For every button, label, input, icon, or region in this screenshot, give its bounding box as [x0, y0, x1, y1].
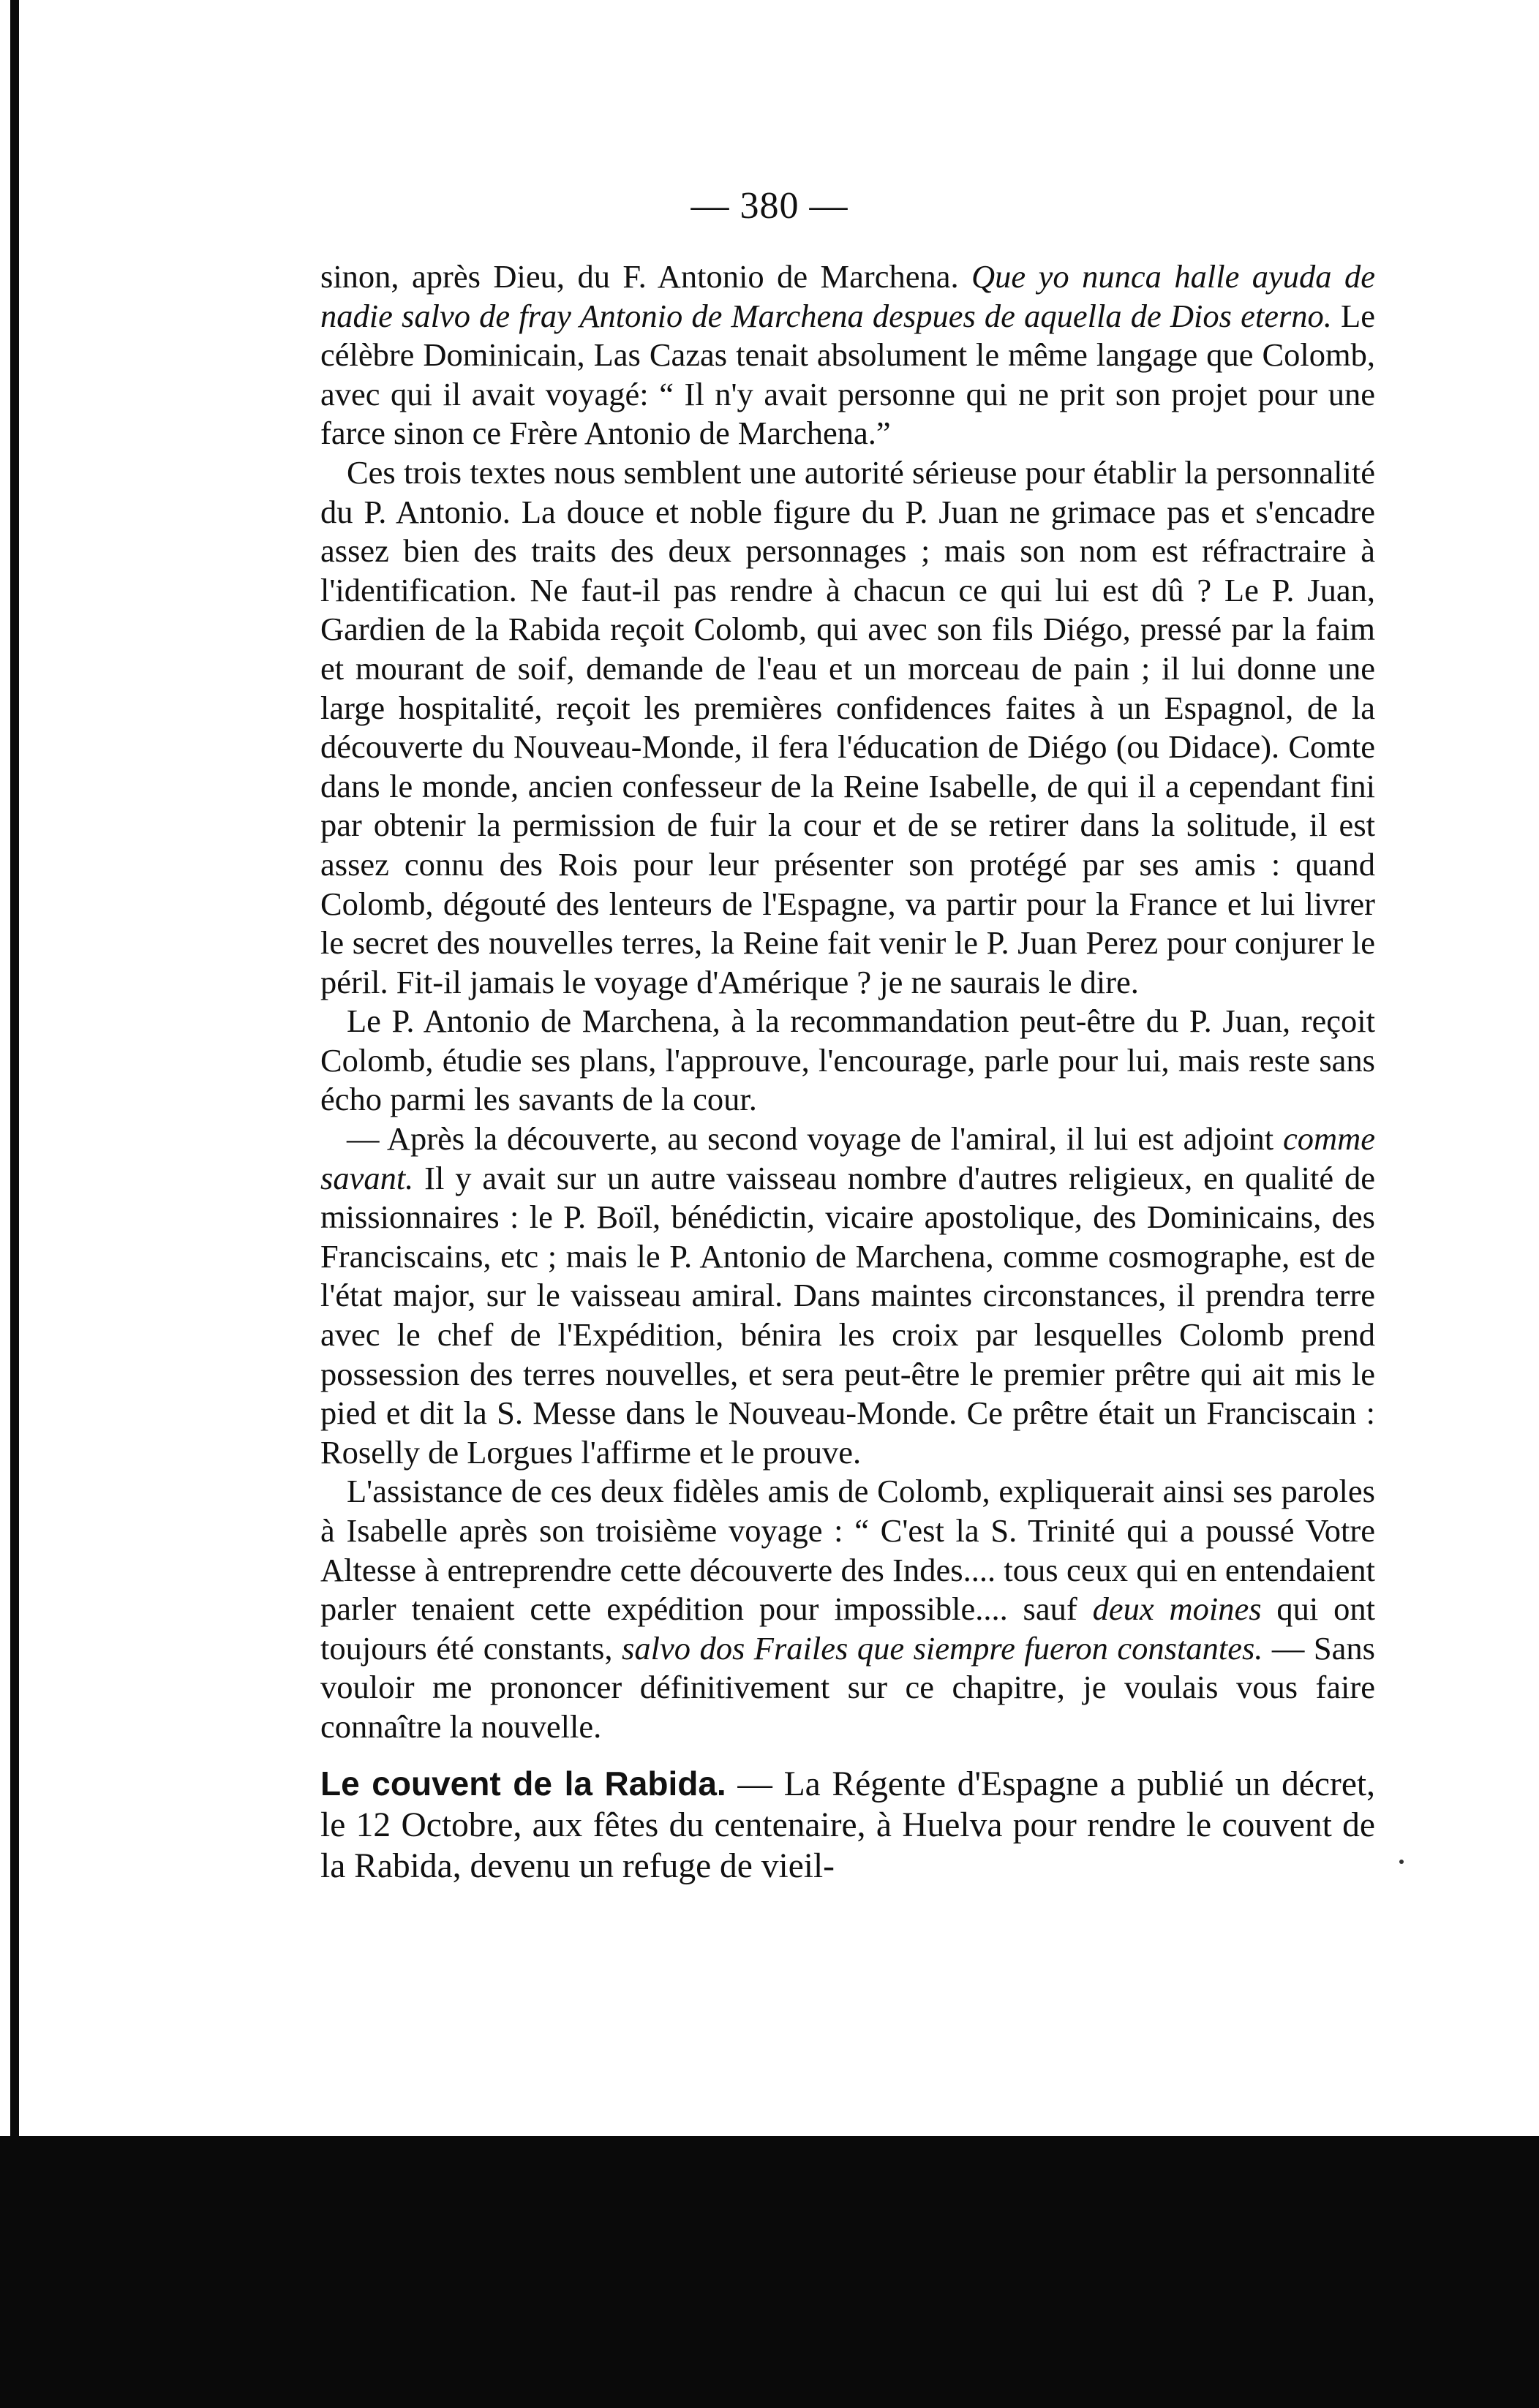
body-text: [320, 257, 1375, 1887]
page-edge-rule: [10, 0, 19, 2408]
paragraph-4-text-end: Il y avait sur un autre vaisseau nombre d'autres religieux, en qualité de missionnaires : le P. Boïl, bénédictin, vicaire apostolique, des Dominicains, des Franciscains, etc ; mais le P. Antonio de Marchena, comme cosmographe, est de l'état major, sur le vaisseau amiral. Dans maintes circonstances, il prendra terre avec le chef de l'Expédition, bénira les croix par lesquelles Colomb prend possession des terres nouvelles, et sera peut-être le premier prêtre qui ait mis le pied et dit la S. Messe dans le Nouveau-Monde. Ce prêtre était un Franciscain : Roselly de Lorgues l'affirme et le prouve.: [320, 1159, 1375, 1471]
section-title: Le couvent de la Rabida.: [320, 1764, 726, 1803]
paragraph-4-text: — Après la découverte, au second voyage de l'amiral, il lui est adjoint: [347, 1120, 1283, 1158]
paragraph-1-text-end: Le célèbre Dominicain, Las Cazas tenait absolument le même langage que Colomb, avec qui il avait voyagé: “ Il n'y avait personne qui ne prit son projet pour une farce sinon ce Frère Antonio de Marchena.”: [320, 297, 1375, 452]
paragraph-4: [320, 1120, 1375, 1472]
paragraph-1-text: sinon, après Dieu, du F. Antonio de Marchena.: [320, 258, 972, 295]
section-paragraph: [320, 1763, 1375, 1887]
paragraph-5-italic-1: deux moines: [1092, 1590, 1262, 1628]
margin-mark: [1399, 1860, 1404, 1864]
paragraph-2: Ces trois textes nous semblent une autorité sérieuse pour établir la personnalité du P. Antonio. La douce et noble figure du P. Juan ne grimace pas et s'encadre assez bien des traits des deux personnages ; mais son nom est réfractraire à l'identification. Ne faut-il pas rendre à chacun ce qui lui est dû ? Le P. Juan, Gardien de la Rabida reçoit Colomb, qui avec son fils Diégo, pressé par la faim et mourant de soif, demande de l'eau et un morceau de pain ; il lui donne une large hospitalité, reçoit les premières confidences faites à un Espagnol, de la découverte du Nouveau-Monde, il fera l'éducation de Diégo (ou Didace). Comte dans le monde, ancien confesseur de la Reine Isabelle, de qui il a cependant fini par obtenir la permission de fuir la cour et de se retirer dans la solitude, il est assez connu des Rois pour leur présenter son protégé par ses amis : quand Colomb, dégouté des lenteurs de l'Espagne, va partir pour la France et lui livrer le secret des nouvelles terres, la Reine fait venir le P. Juan Perez pour conjurer le péril. Fit-il jamais le voyage d'Amérique ? je ne saurais le dire.: [320, 453, 1375, 1000]
paragraph-1-spanish-quote: Que yo nunca halle ayuda de nadie salvo de fray Antonio de Marchena despues de aquella de Dios eterno.: [320, 258, 1375, 334]
paragraph-3: Le P. Antonio de Marchena, à la recommandation peut-être du P. Juan, reçoit Colomb, étudie ses plans, l'approuve, l'encourage, parle pour lui, mais reste sans écho parmi les savants de la cour.: [320, 1003, 1375, 1118]
paragraph-1: [320, 257, 1375, 453]
paragraph-5-text-end: — Sans vouloir me prononcer définitivement sur ce chapitre, je voulais vous faire connaître la nouvelle.: [320, 1629, 1375, 1745]
paragraph-5: [320, 1472, 1375, 1746]
paragraph-5-text-middle: qui ont toujours été constants,: [320, 1590, 1376, 1667]
paragraph-5-italic-2: salvo dos Frailes que siempre fueron constantes.: [622, 1629, 1263, 1667]
paragraph-4-italic: comme savant.: [320, 1120, 1375, 1196]
scan-bottom-band: [0, 2136, 1539, 2408]
page-number: — 380 —: [691, 185, 848, 227]
paragraph-5-text: L'assistance de ces deux fidèles amis de Colomb, expliquerait ainsi ses paroles à Isabelle après son troisième voyage : “ C'est la S. Trinité qui a poussé Votre Altesse à entreprendre cette découverte des Indes.... tous ceux qui en entendaient parler tenaient cette expédition pour impossible.... sauf: [320, 1473, 1375, 1628]
section-text: — La Régente d'Espagne a publié un décret, le 12 Octobre, aux fêtes du centenaire, à Huelva pour rendre le couvent de la Rabida, devenu un refuge de vieil-: [320, 1765, 1375, 1885]
